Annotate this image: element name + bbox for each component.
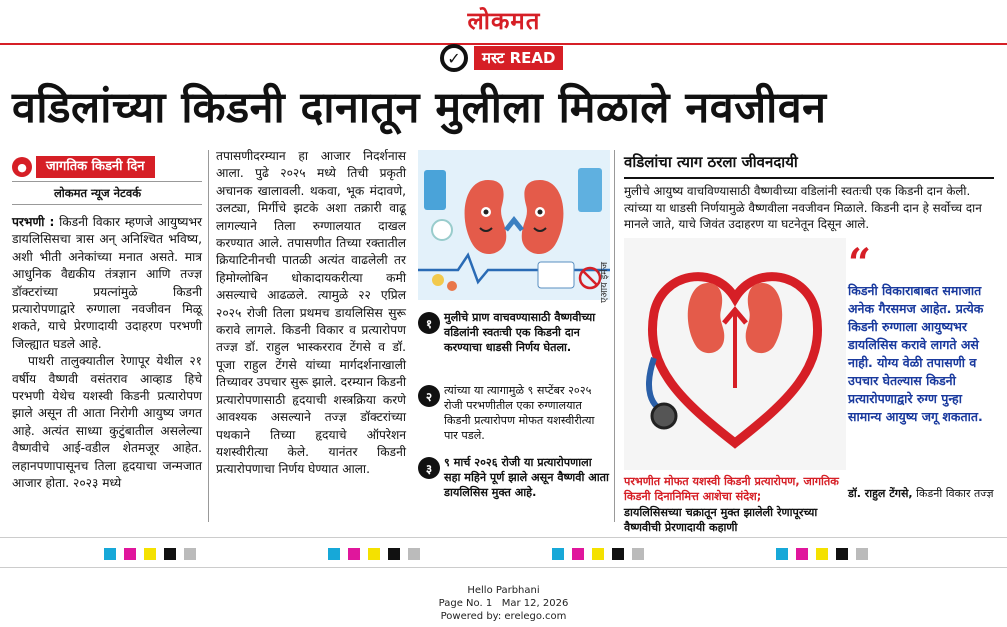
caption-red: परभणीत मोफत यशस्वी किडनी प्रत्यारोपण, जागतिक किडनी दिनानिमित्त आशेचा संदेश; [624, 475, 839, 503]
checkmark-icon: ✓ [440, 44, 468, 72]
list-item [418, 383, 610, 443]
column-divider [614, 150, 615, 522]
caption-black: डायलिसिसच्या चक्रातून मुक्त झालेली रेणापूरच्या वैष्णवीची प्रेरणादायी कहाणी [624, 506, 818, 534]
expert-quote: किडनी विकाराबाबत समाजात अनेक गैरसमज आहेत. प्रत्येक किडनी रुग्णाला आयुष्यभर डायलिसिस करावे लागते असे नाही. योग्य वेळी तपासणी व उपचार घेतल्यास किडनी प्रत्यारोपणाद्वारे रुग्ण पुन्हा सामान्य आयुष्य जगू शकतात. [848, 283, 984, 424]
must-read-badge [440, 44, 563, 72]
byline-rule-top [12, 181, 202, 182]
quote-author: डॉ. राहुल टेंगसे, [848, 487, 913, 500]
photo-credit: एआय इमेज [599, 262, 610, 303]
column-divider [208, 150, 209, 522]
article-column-1 [12, 214, 202, 516]
point-number: २ [418, 385, 440, 407]
quote-attribution [848, 486, 1000, 502]
heart-stethoscope-svg [624, 238, 846, 470]
point-number: १ [418, 312, 440, 334]
powered-by: Powered by: erelego.com [440, 611, 567, 622]
page-number: Page No. 1 [438, 598, 493, 609]
bottom-rule [0, 537, 1007, 538]
color-registration-marks [552, 548, 652, 560]
quote-mark-icon: “ [848, 240, 872, 287]
kidney-illustration-svg [418, 150, 610, 300]
point-text: मुलीचे प्राण वाचवण्यासाठी वैष्णवीच्या वडिलांनी स्वतःची एक किडनी दान करण्याचा धाडसी निर्णय घेतला. [444, 311, 596, 354]
kidney-illustration [418, 150, 610, 300]
point-text: त्यांच्या या त्यागामुळे ९ सप्टेंबर २०२५ रोजी परभणीतील एका रुग्णालयात किडनी प्रत्यारोपण मोफत यशस्वीरीत्या पार पडले. [444, 384, 595, 442]
section-label [12, 156, 192, 178]
sidebar-body: मुलीचे आयुष्य वाचविण्यासाठी वैष्णवीच्या वडिलांनी स्वतःची एक किडनी दान केली. त्यांच्या या धाडसी निर्णयामुळे वैष्णवीला नवजीवन मिळाले. किडनी दान हे सर्वोच्च दान मानले जाते, याचे जिवंत उदाहरण या घटनेतून दिसून आले. [624, 184, 982, 231]
list-item [418, 310, 610, 355]
page-footer [0, 584, 1007, 623]
color-registration-marks [104, 548, 204, 560]
point-text: ९ मार्च २०२६ रोजी या प्रत्यारोपणाला सहा महिने पूर्ण झाले असून वैष्णवी आता डायलिसिस मुक्त आहे. [444, 456, 609, 499]
list-item [418, 455, 610, 500]
point-number: ३ [418, 457, 440, 479]
quote-role: किडनी विकार तज्ज्ञ [916, 487, 994, 500]
must-read-label: मस्ट READ [474, 46, 563, 70]
edition-name: Hello Parbhani [467, 585, 540, 596]
byline-rule-bottom [12, 204, 202, 205]
newspaper-logo: लोकमत [467, 6, 541, 35]
article-column-2: तपासणीदरम्यान हा आजार निदर्शनास आला. पुढे २०२५ मध्ये तिची प्रकृती अचानक खालावली. थकवा, भूक मंदावणे, उलट्या, मिर्गीचे झटके अशा तक्रारी वाढू लागल्याने तिला रुग्णालयात दाखल करण्यात आले. तपासणीत तिच्या रक्तातील क्रियाटिनीनची पातळी अत्यंत वाढलेली तर हिमोग्लोबिन धोकादायकरीत्या कमी असल्याचे आढळले. त्यामुळे २२ एप्रिल २०२५ रोजी तिला प्रथमच डायलिसिस सुरू करावे लागले. किडनी विकार व प्रत्यारोपण तज्ज्ञ डॉ. राहुल भास्करराव टेंगसे व डॉ. पूजा राहुल टेंगसे यांच्या मार्गदर्शनाखाली तिच्यावर उपचार सुरू झाले. दरम्यान किडनी प्रत्यारोपणासाठी हृदयाची शस्त्रक्रिया करणे आवश्यक असल्याने तज्ज्ञ डॉक्टरांच्या पथकाने तिच्या हृदयाचे ऑपरेशन यशस्वीरीत्या केले. यानंतर किडनी प्रत्यारोपणाचा निर्णय घेण्यात आला. [216, 149, 406, 477]
article-paragraph: पाथरी तालुक्यातील रेणापूर येथील २१ वर्षीय वैष्णवी वसंतराव आव्हाड हिचे परभणी येथेच यशस्वी किडनी प्रत्यारोपण झाले असून ती आता निरोगी आयुष्य जगत आहे. अत्यंत साध्या कुटुंबातील असलेल्या वैष्णवीचे आई-वडील शेतमजूर आहेत. लहानपणापासूनच तिला हृदयाचा जन्मजात आजार होता. २०२३ मध्ये [12, 354, 202, 491]
kidney-icon: ● [12, 157, 32, 177]
sidebar-title: वडिलांचा त्याग ठरला जीवनदायी [624, 153, 798, 171]
page-info [0, 597, 1007, 610]
byline: लोकमत न्यूज नेटवर्क [54, 186, 142, 200]
section-label-text: जागतिक किडनी दिन [36, 156, 155, 178]
stethoscope-heart-illustration [624, 238, 846, 470]
color-registration-marks [776, 548, 876, 560]
footer-rule [0, 567, 1007, 568]
color-registration-marks [328, 548, 428, 560]
dateline: परभणी : [12, 215, 55, 229]
article-paragraph [12, 214, 202, 353]
page-date: Mar 12, 2026 [501, 598, 569, 609]
headline: वडिलांच्या किडनी दानातून मुलीला मिळाले नवजीवन [12, 83, 827, 133]
sidebar-rule [624, 177, 994, 179]
article-text: किडनी विकार म्हणजे आयुष्यभर डायलिसिसचा त्रास अन् अनिश्चित भविष्य, अशी भीती अनेकांच्या मनात असते. मात्र आधुनिक वैद्यकीय तंत्रज्ञान आणि तज्ज्ञ डॉक्टरांच्या प्रयत्नांमुळे किडनी प्रत्यारोपणाद्वारे रुग्णाला नवजीवन मिळू शकते, याचे प्रेरणादायी उदाहरण परभणी जिल्ह्यात घडले आहे. [12, 215, 202, 351]
